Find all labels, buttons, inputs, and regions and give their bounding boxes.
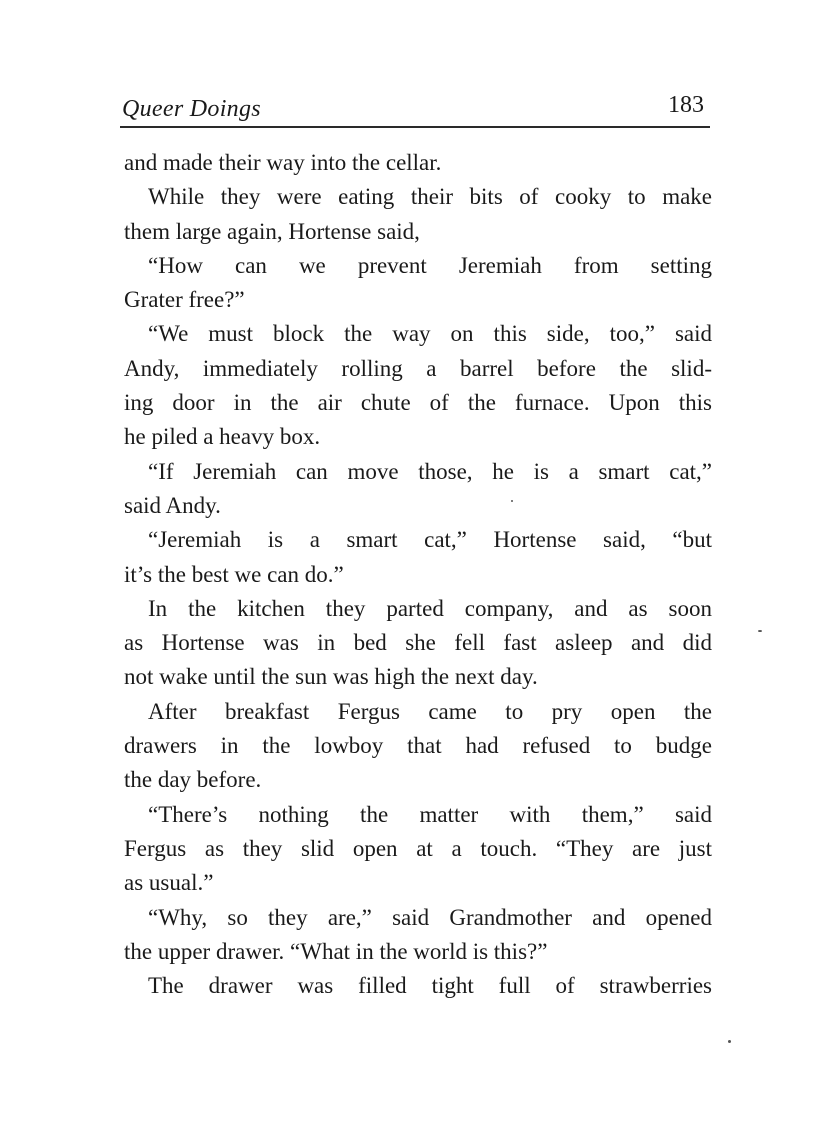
text-line: Fergus as they slid open at a touch. “They are just: [124, 835, 712, 861]
text-line: the upper drawer. “What in the world is this?”: [124, 938, 548, 964]
text-line: ing door in the air chute of the furnace. Upon this: [124, 390, 712, 416]
text-line: as Hortense was in bed she fell fast asleep and did: [124, 630, 712, 656]
text-line: Andy, immediately rolling a barrel before the slid-: [124, 355, 712, 381]
text-line: “We must block the way on this side, too,” said: [148, 321, 712, 347]
body-text: [124, 146, 712, 1003]
text-line: “Why, so they are,” said Grandmother and opened: [148, 904, 712, 930]
text-line: and made their way into the cellar.: [124, 150, 442, 175]
text-line: The drawer was filled tight full of strawberries: [148, 973, 712, 999]
running-head: [120, 88, 710, 128]
text-line: as usual.”: [124, 870, 214, 896]
text-line: not wake until the sun was high the next day.: [124, 664, 538, 690]
text-line: While they were eating their bits of cooky to make: [148, 184, 712, 210]
text-line: “There’s nothing the matter with them,” said: [148, 801, 712, 827]
scan-speck: [758, 630, 762, 632]
page-number: 183: [668, 92, 704, 118]
text-line: “If Jeremiah can move those, he is a smart cat,”: [148, 458, 712, 484]
text-line: he piled a heavy box.: [124, 424, 321, 450]
text-line: drawers in the lowboy that had refused to budge: [124, 733, 712, 759]
scan-speck: [728, 1040, 731, 1043]
text-line: “How can we prevent Jeremiah from setting: [148, 252, 712, 278]
text-line: “Jeremiah is a smart cat,” Hortense said, “but: [148, 527, 712, 553]
text-line: said Andy.: [124, 492, 221, 518]
running-title: Queer Doings: [122, 96, 261, 122]
text-line: it’s the best we can do.”: [124, 561, 344, 587]
text-line: After breakfast Fergus came to pry open the: [148, 698, 712, 724]
text-line: Grater free?”: [124, 287, 245, 313]
text-line: the day before.: [124, 767, 262, 793]
text-line: them large again, Hortense said,: [124, 218, 420, 244]
text-line: In the kitchen they parted company, and as soon: [148, 595, 712, 621]
scan-speck: [511, 500, 513, 502]
